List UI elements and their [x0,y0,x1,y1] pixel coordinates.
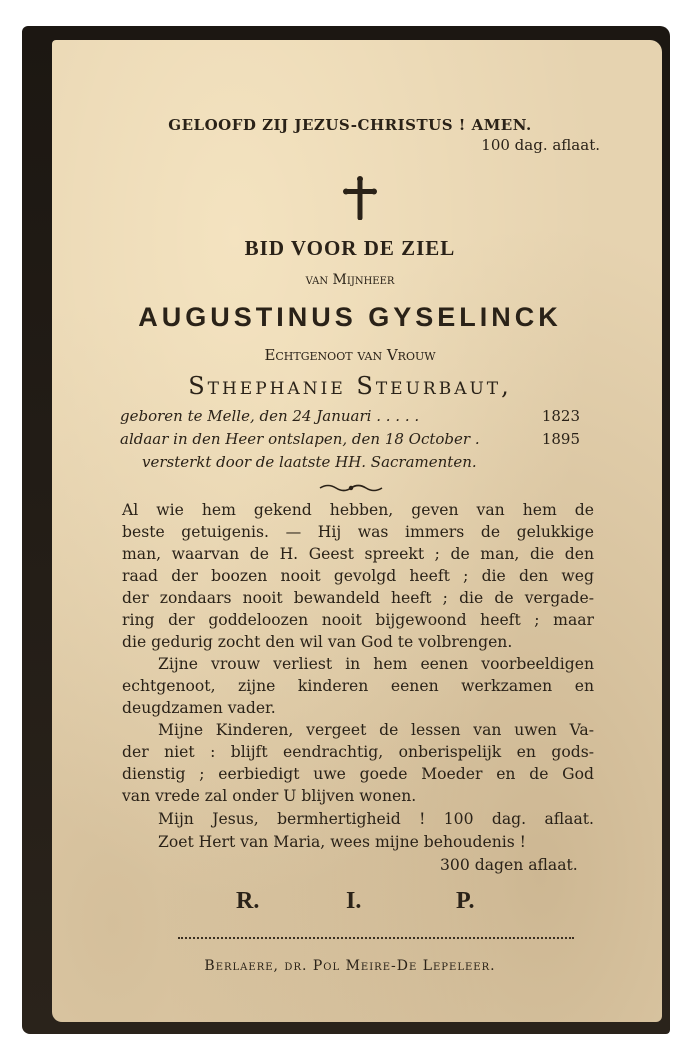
body-line-12: der niet : blijft eendrachtig, onberispelijk en gods- [122,743,594,761]
deceased-name: AUGUSTINUS GYSELINCK [138,302,562,332]
prayer-line-3: 300 dagen aflaat. [440,856,578,874]
body-line-4: raad der boozen nooit gevolgd heeft ; die den weg [122,567,594,585]
body-line-5: der zondaars nooit bewandeld heeft ; die de vergade- [122,589,594,607]
birth-text: geboren te Melle, den 24 Januari . . . . . [120,407,420,425]
body-line-6: ring der goddeloozen nooit bijgewoond heeft ; maar [122,611,594,629]
title-van: van Mijnheer [305,272,395,288]
body-line-7: die gedurig zocht den wil van God te volbrengen. [122,633,513,651]
birth-line [120,407,580,425]
cross-icon [342,176,378,220]
dotted-divider [178,937,574,939]
prayer-line-2: Zoet Hert van Maria, wees mijne behoudenis ! [158,833,526,851]
body-line-14: van vrede zal onder U blijven wonen. [122,787,417,805]
body-line-8: Zijne vrouw verliest in hem eenen voorbeeldigen [158,655,594,673]
spouse-name: Sthephanie Steurbaut, [188,372,512,400]
rip-r: R. [236,888,260,914]
body-line-11: Mijne Kinderen, vergeet de lessen van uwen Va- [158,721,594,739]
spouse-intro: Echtgenoot van Vrouw [264,346,436,364]
birth-year: 1823 [541,407,580,425]
body-line-9: echtgenoot, zijne kinderen eenen werkzamen en [122,677,594,695]
title-bid: BID VOOR DE ZIEL [244,236,456,260]
ornament-divider [318,483,384,493]
header-indulgence: 100 dag. aflaat. [481,136,600,154]
body-line-10: deugdzamen vader. [122,699,276,717]
header-prayer: GELOOFD ZIJ JEZUS-CHRISTUS ! AMEN. [168,116,532,134]
sacrament-line [142,453,602,471]
death-line [120,430,580,448]
sacrament-text: versterkt door de laatste HH. Sacramenten. [142,453,477,471]
body-line-13: dienstig ; eerbiedigt uwe goede Moeder en de God [122,765,594,783]
printer-imprint: Berlaere, dr. Pol Meire-De Lepeleer. [204,958,496,974]
body-line-2: beste getuigenis. — Hij was immers de gelukkige [122,523,594,541]
death-text: aldaar in den Heer ontslapen, den 18 October . [120,430,480,448]
prayer-line-1: Mijn Jesus, bermhertigheid ! 100 dag. aflaat. [158,810,594,828]
body-line-1: Al wie hem gekend hebben, geven van hem de [122,501,594,519]
body-line-3: man, waarvan de H. Geest spreekt ; de man, die den [122,545,594,563]
rip-p: P. [456,888,475,914]
rip-i: I. [346,888,362,914]
death-year: 1895 [541,430,580,448]
